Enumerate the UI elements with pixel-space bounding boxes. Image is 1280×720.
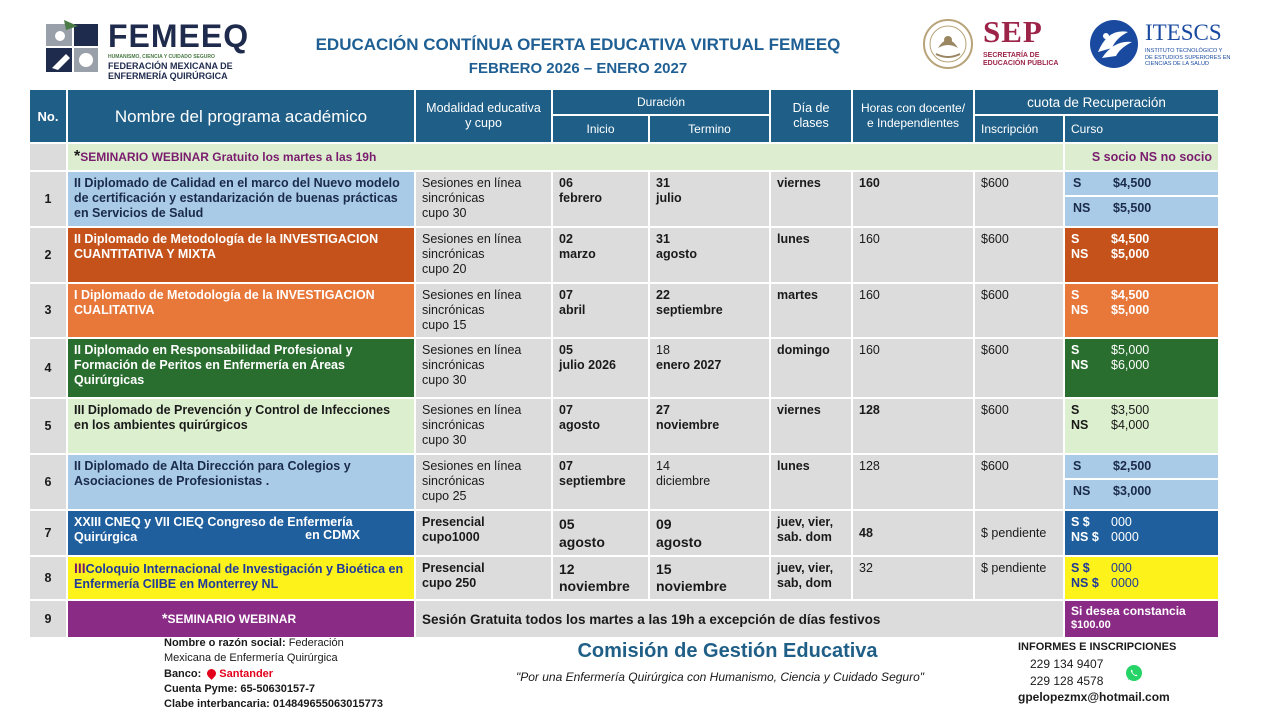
itescs-subtitle: INSTITUTO TECNOLÓGICO Y DE ESTUDIOS SUPERIORES EN CIENCIAS DE LA SALUD [1145,48,1231,67]
femeeq-logo [44,14,259,80]
start-date: 07 agosto [552,398,649,454]
itescs-logo: ITESCS [1145,20,1222,45]
seminar-banner: *SEMINARIO WEBINAR Gratuito los martes a las 19h [67,143,1064,171]
start-date: 02 marzo [552,227,649,283]
table-row: 9 *SEMINARIO WEBINAR Sesión Gratuita todos los martes a las 19h a excepción de días festivos Si desea constancia $100.00 [29,600,1219,638]
class-day: juev, vier, sab, dom [770,556,852,600]
course-fee: S $4,500 NS $5,500 [1064,171,1219,227]
program-name: II Diplomado de Alta Dirección para Colegios y Asociaciones de Profesionistas . [67,454,415,510]
header-termino: Termino [649,115,770,143]
hours: 160 [852,283,974,338]
table-row: 7 XXIII CNEQ y VII CIEQ Congreso de Enfermería Quirúrgica en CDMX Presencial cupo1000 05 agosto 09 agosto juev, vier, sab. dom 48 $ pendiente S $ 000 NS $ 0000 [29,510,1219,556]
registration-fee: $600 [974,283,1064,338]
class-day: viernes [770,398,852,454]
modality: Sesiones en línea sincrónicas cupo 30 [415,338,552,398]
hours: 160 [852,171,974,227]
course-fee: S $ 000 NS $ 0000 [1064,510,1219,556]
hours: 160 [852,338,974,398]
class-day: lunes [770,454,852,510]
femeeq-emblem-icon [44,18,102,76]
end-date: 15 noviembre [649,556,770,600]
header-cuota: cuota de Recuperación [974,89,1219,115]
santander-flame-icon [205,667,218,680]
program-name: II Diplomado en Responsabilidad Profesional y Formación de Peritos en Enfermería en Áreas Quirúrgicas [67,338,415,398]
table-row: 4 II Diplomado en Responsabilidad Profesional y Formación de Peritos en Enfermería en Áreas Quirúrgicas Sesiones en línea sincrónicas cupo 30 05 julio 2026 18 enero 2027 domingo 160 $600 S $5,000 NS $6,000 [29,338,1219,398]
end-date: 22 septiembre [649,283,770,338]
femeeq-fullname: FEDERACIÓN MEXICANA DE ENFERMERÍA QUIRÚRGICA [108,61,233,81]
header-inicio: Inicio [552,115,649,143]
registration-fee: $ pendiente [974,556,1064,600]
modality: Sesiones en línea sincrónicas cupo 20 [415,227,552,283]
bank-details: Nombre o razón social: Federación Mexicana de Enfermería Quirúrgica Banco: Santander Cuenta Pyme: 65-50630157-7 Clabe interbancaria: 014849655063015773 [164,637,383,711]
class-day: viernes [770,171,852,227]
info-heading: INFORMES E INSCRIPCIONES [1018,641,1177,653]
page-subtitle: FEBRERO 2026 – ENERO 2027 [468,60,688,77]
contact-email[interactable]: gpelopezmx@hotmail.com [1018,690,1170,704]
table-row: 8 IIIColoquio Internacional de Investigación y Bioética en Enfermería CIIBE en Monterrey NL Presencial cupo 250 12 noviembre 15 noviembre juev, vier, sab, dom 32 $ pendiente S $ 000 NS $ 0000 [29,556,1219,600]
modality: Sesiones en línea sincrónicas cupo 30 [415,398,552,454]
table-row: 6 II Diplomado de Alta Dirección para Colegios y Asociaciones de Profesionistas . Sesiones en línea sincrónicas cupo 25 07 septiembre 14 diciembre lunes 128 $600 S $2,500 NS $3,000 [29,454,1219,510]
registration-fee: $600 [974,454,1064,510]
femeeq-wordmark: FEMEEQ [108,18,250,54]
registration-fee: $600 [974,227,1064,283]
program-name: II Diplomado de Calidad en el marco del Nuevo modelo de certificación y estandarización de buenas prácticas en Servicios de Salud [67,171,415,227]
phone-2[interactable]: 229 128 4578 [1030,674,1104,688]
itescs-emblem-icon [1088,18,1140,70]
sep-logo: SEP [983,14,1043,49]
modality: Presencial cupo1000 [415,510,552,556]
table-header-row [29,89,1219,115]
modality: Presencial cupo 250 [415,556,552,600]
table-row: 3 I Diplomado de Metodología de la INVESTIGACION CUALITATIVA Sesiones en línea sincrónicas cupo 15 07 abril 22 septiembre martes 160 $600 S $4,500 NS $5,000 [29,283,1219,338]
course-fee: S $4,500 NS $5,000 [1064,227,1219,283]
commission-title: Comisión de Gestión Educativa [577,640,878,662]
program-name: I Diplomado de Metodología de la INVESTIGACION CUALITATIVA [67,283,415,338]
end-date: 31 julio [649,171,770,227]
class-day: lunes [770,227,852,283]
program-name: II Diplomado de Metodología de la INVESTIGACION CUANTITATIVA Y MIXTA [67,227,415,283]
course-fee: S $2,500 NS $3,000 [1064,454,1219,510]
start-date: 05 agosto [552,510,649,556]
header-modalidad: Modalidad educativa y cupo [415,89,552,143]
modality: Sesiones en línea sincrónicas cupo 15 [415,283,552,338]
page-title: EDUCACIÓN CONTÍNUA OFERTA EDUCATIVA VIRTUAL FEMEEQ [315,35,841,54]
table-row: 5 III Diplomado de Prevención y Control de Infecciones en los ambientes quirúrgicos Sesiones en línea sincrónicas cupo 30 07 agosto 27 noviembre viernes 128 $600 S $3,500 NS $4,000 [29,398,1219,454]
start-date: 12 noviembre [552,556,649,600]
program-table [28,88,1220,639]
table-row: 1 II Diplomado de Calidad en el marco del Nuevo modelo de certificación y estandarización de buenas prácticas en Servicios de Salud Sesiones en línea sincrónicas cupo 30 06 febrero 31 julio viernes 160 $600 S $4,500 NS $5,500 [29,171,1219,227]
hours: 32 [852,556,974,600]
certificate-fee: Si desea constancia $100.00 [1064,600,1219,638]
registration-fee: $600 [974,171,1064,227]
start-date: 07 abril [552,283,649,338]
start-date: 07 septiembre [552,454,649,510]
class-day: domingo [770,338,852,398]
phone-1[interactable]: 229 134 9407 [1030,657,1104,671]
course-fee: S $4,500 NS $5,000 [1064,283,1219,338]
modality: Sesiones en línea sincrónicas cupo 30 [415,171,552,227]
registration-fee: $600 [974,338,1064,398]
course-fee: S $5,000 NS $6,000 [1064,338,1219,398]
class-day: martes [770,283,852,338]
header-curso: Curso [1064,115,1219,143]
program-name: *SEMINARIO WEBINAR [67,600,415,638]
end-date: 27 noviembre [649,398,770,454]
hours: 48 [852,510,974,556]
femeeq-tagline: HUMANISMO, CIENCIA Y CUIDADO SEGURO [108,54,215,60]
end-date: 14 diciembre [649,454,770,510]
header-horas: Horas con docente/ e Independientes [852,89,974,143]
header-inscripcion: Inscripción [974,115,1064,143]
end-date: 18 enero 2027 [649,338,770,398]
seminar-banner-row [29,143,1219,171]
hours: 128 [852,454,974,510]
hours: 160 [852,227,974,283]
seminar-description: Sesión Gratuita todos los martes a las 19h a excepción de días festivos [415,600,1064,638]
modality: Sesiones en línea sincrónicas cupo 25 [415,454,552,510]
start-date: 05 julio 2026 [552,338,649,398]
registration-fee: $ pendiente [974,510,1064,556]
member-legend: S socio NS no socio [1064,143,1219,171]
slogan: "Por una Enfermería Quirúrgica con Humanismo, Ciencia y Cuidado Seguro" [515,670,925,684]
registration-fee: $600 [974,398,1064,454]
start-date: 06 febrero [552,171,649,227]
end-date: 31 agosto [649,227,770,283]
program-name: III Diplomado de Prevención y Control de Infecciones en los ambientes quirúrgicos [67,398,415,454]
course-fee: S $3,500 NS $4,000 [1064,398,1219,454]
program-name: IIIColoquio Internacional de Investigación y Bioética en Enfermería CIIBE en Monterrey NL [67,556,415,600]
santander-logo: Santander [219,667,274,680]
sep-subtitle: SECRETARÍA DE EDUCACIÓN PÚBLICA [983,52,1059,67]
whatsapp-icon[interactable] [1125,664,1143,682]
header-no: No. [29,89,67,143]
header-programa: Nombre del programa académico [67,89,415,143]
mexico-seal-icon [922,18,974,70]
program-name: XXIII CNEQ y VII CIEQ Congreso de Enfermería Quirúrgica en CDMX [67,510,415,556]
class-day: juev, vier, sab. dom [770,510,852,556]
header-duracion: Duración [552,89,770,115]
end-date: 09 agosto [649,510,770,556]
course-fee: S $ 000 NS $ 0000 [1064,556,1219,600]
header-dia: Día de clases [770,89,852,143]
table-row: 2 II Diplomado de Metodología de la INVESTIGACION CUANTITATIVA Y MIXTA Sesiones en línea sincrónicas cupo 20 02 marzo 31 agosto lunes 160 $600 S $4,500 NS $5,000 [29,227,1219,283]
hours: 128 [852,398,974,454]
